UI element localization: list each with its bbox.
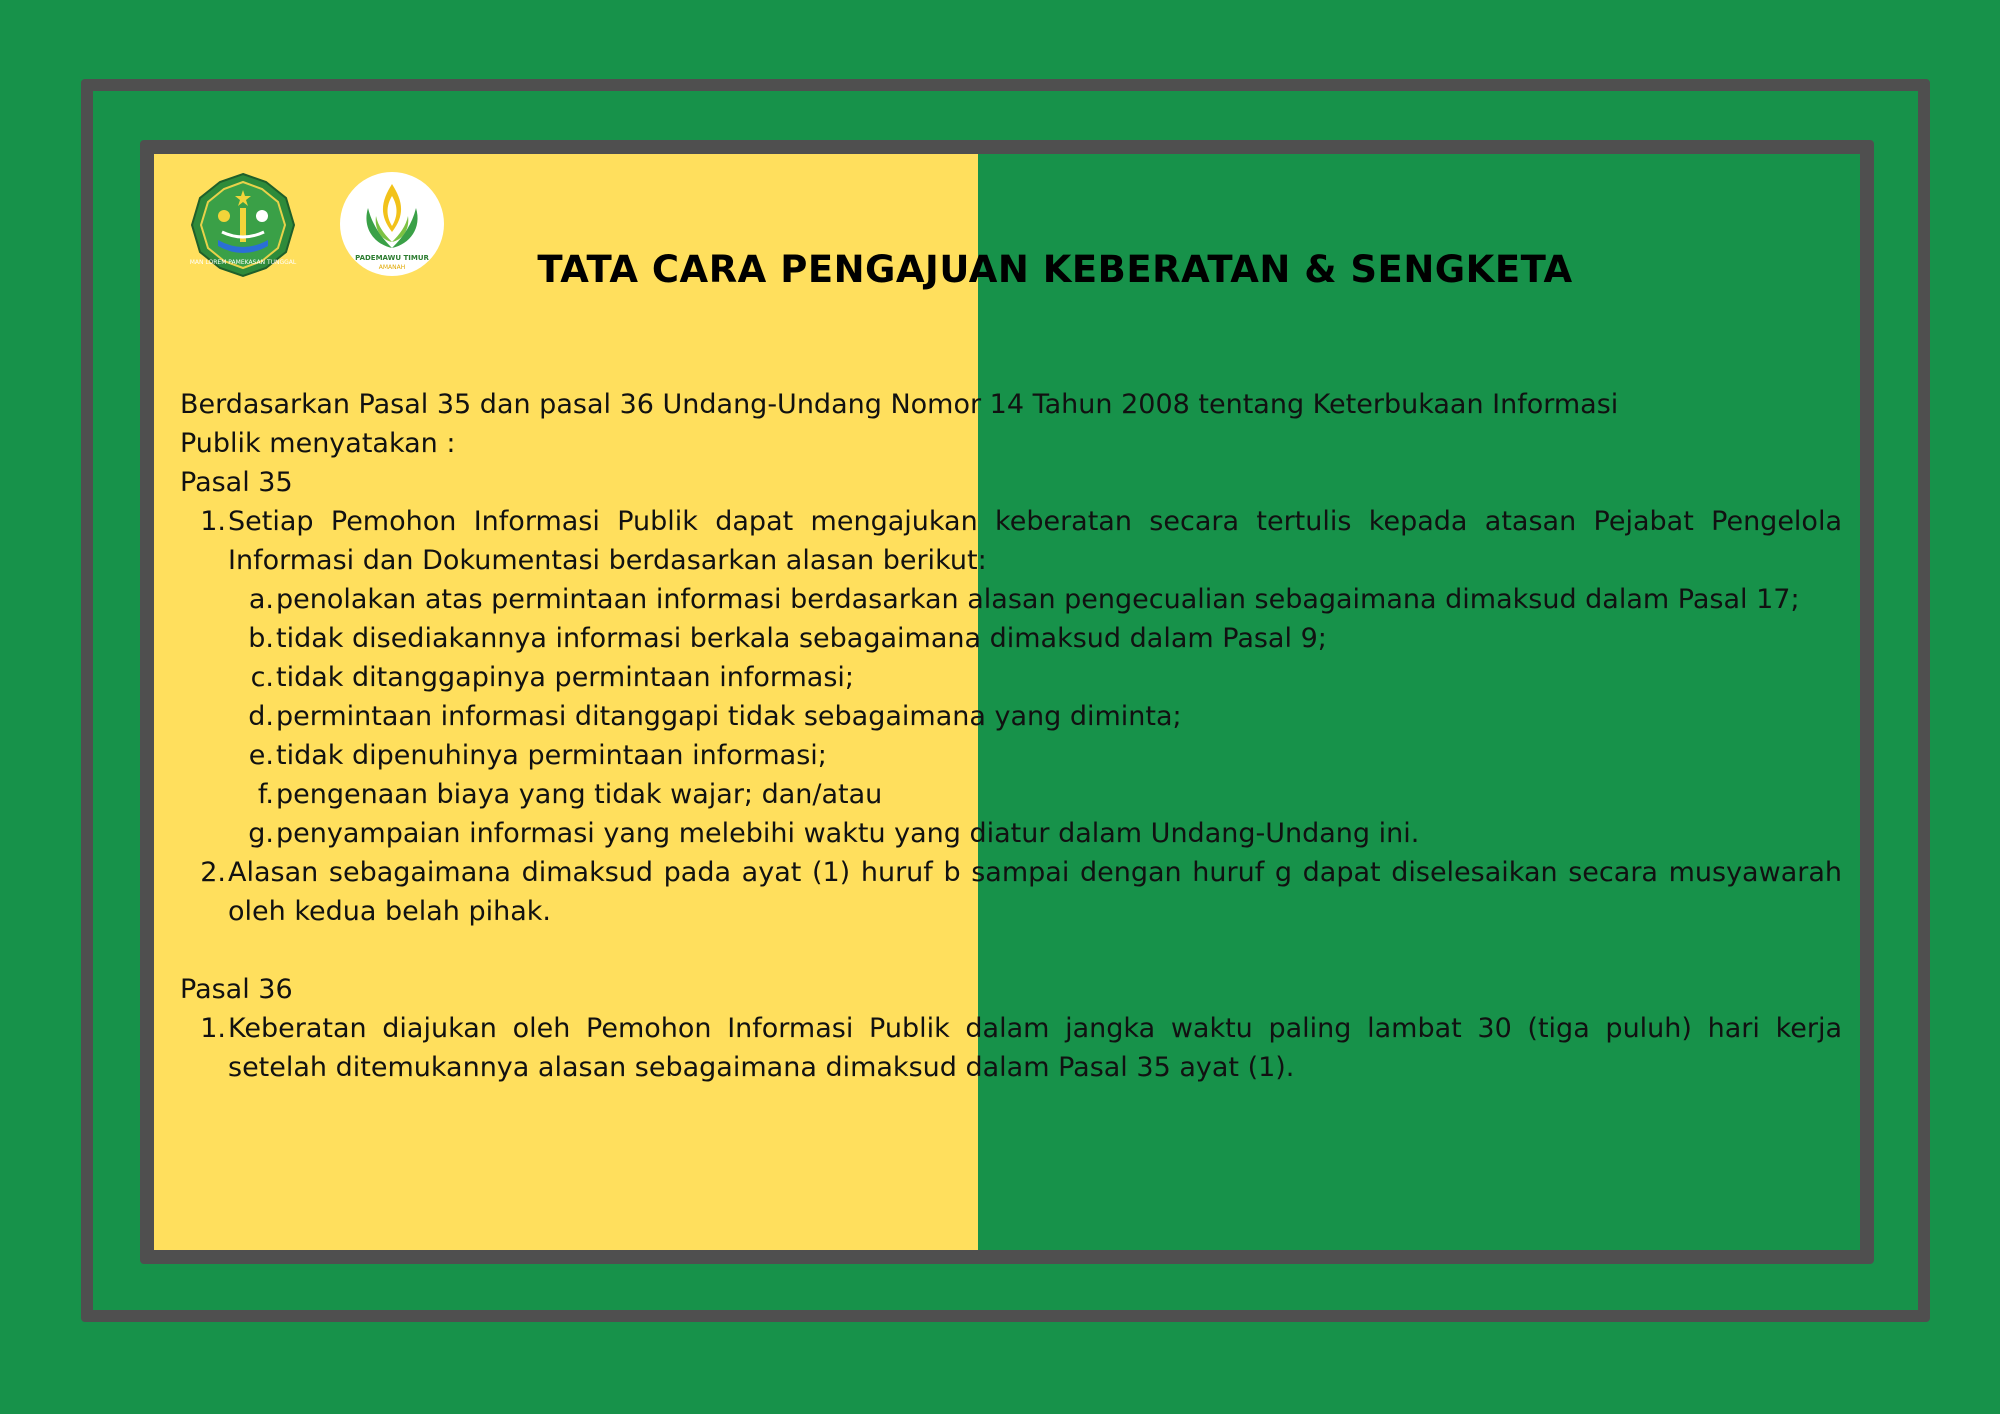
sub-list-item-text: tidak disediakannya informasi berkala sebagaimana dimaksud dalam Pasal 9; — [276, 623, 1327, 654]
intro-line-2: Publik menyatakan : — [180, 428, 456, 459]
sub-list-item-text: penyampaian informasi yang melebihi waktu yang diatur dalam Undang-Undang ini. — [276, 818, 1420, 849]
list-item — [180, 1009, 1842, 1087]
list-item-text: Alasan sebagaimana dimaksud pada ayat (1) huruf b sampai dengan huruf g dapat diselesaikan secara musyawarah oleh kedua belah pihak. — [228, 857, 1842, 927]
list-item — [180, 853, 1842, 931]
pasal-36-heading: Pasal 36 — [180, 974, 293, 1005]
sub-list-item-text: penolakan atas permintaan informasi berdasarkan alasan pengecualian sebagaimana dimaksud dalam Pasal 17; — [276, 584, 1800, 615]
page-title: TATA CARA PENGAJUAN KEBERATAN & SENGKETA — [537, 248, 1573, 291]
sub-list-marker: e. — [248, 740, 274, 771]
list-item-text: Setiap Pemohon Informasi Publik dapat mengajukan keberatan secara tertulis kepada atasan Pejabat Pengelola Informasi dan Dokumentasi berdasarkan alasan berikut: — [228, 506, 1842, 576]
sub-list-marker: d. — [248, 701, 274, 732]
list-marker: 2. — [200, 857, 226, 888]
sub-list-item — [180, 814, 1842, 853]
pasal-35-heading: Pasal 35 — [180, 467, 293, 498]
list-item — [180, 502, 1842, 580]
spacer — [180, 931, 1842, 970]
sub-list-item — [180, 658, 1842, 697]
sub-list-marker: c. — [250, 662, 274, 693]
sub-list-marker: g. — [248, 818, 274, 849]
list-marker: 1. — [200, 1013, 226, 1044]
sub-list-item — [180, 775, 1842, 814]
kemenag-emblem-icon — [188, 170, 298, 280]
sub-list-marker: b. — [248, 623, 274, 654]
intro-line-1: Berdasarkan Pasal 35 dan pasal 36 Undang-Undang Nomor 14 Tahun 2008 tentang Keterbukaan Informasi — [180, 389, 1619, 420]
sub-list-marker: f. — [257, 779, 274, 810]
sub-list-item — [180, 619, 1842, 658]
sub-list-item-text: tidak dipenuhinya permintaan informasi; — [276, 740, 827, 771]
list-marker: 1. — [200, 506, 226, 537]
pademawu-caption-bottom: AMANAH — [378, 264, 406, 271]
list-item-text: Keberatan diajukan oleh Pemohon Informasi Publik dalam jangka waktu paling lambat 30 (tiga puluh) hari kerja setelah ditemukannya alasan sebagaimana dimaksud dalam Pasal 35 ayat (1). — [228, 1013, 1842, 1083]
sub-list-marker: a. — [248, 584, 274, 615]
sub-list-item — [180, 580, 1842, 619]
pademawu-timur-logo — [338, 170, 446, 278]
kemenag-caption: MAN LOREM PAMEKASAN TUNGGAL — [189, 259, 297, 266]
sub-list-item-text: pengenaan biaya yang tidak wajar; dan/atau — [276, 779, 883, 810]
document-body — [180, 385, 1842, 1087]
sub-list-item-text: tidak ditanggapinya permintaan informasi; — [276, 662, 854, 693]
sub-list-item-text: permintaan informasi ditanggapi tidak sebagaimana yang diminta; — [276, 701, 1182, 732]
sub-list-item — [180, 736, 1842, 775]
pademawu-caption-top: PADEMAWU TIMUR — [355, 254, 429, 262]
sub-list-item — [180, 697, 1842, 736]
